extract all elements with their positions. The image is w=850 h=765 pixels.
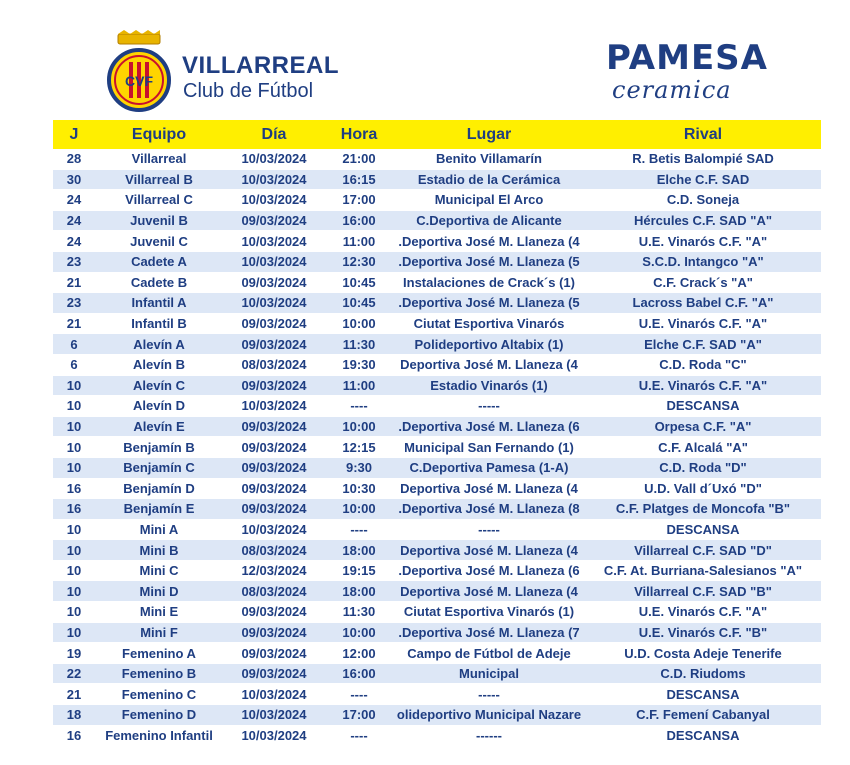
cell-lugar: Benito Villamarín	[393, 149, 585, 169]
cell-equipo: Mini E	[95, 602, 223, 623]
cell-hora: 11:30	[325, 602, 393, 623]
cell-lugar: Deportiva José M. Llaneza (4	[393, 540, 585, 561]
cell-rival: C.D. Soneja	[585, 190, 821, 211]
cell-equipo: Villarreal	[95, 149, 223, 169]
table-row	[53, 602, 821, 623]
sponsor-subtitle: ceramica	[612, 76, 732, 104]
cell-lugar: .Deportiva José M. Llaneza (7	[393, 622, 585, 643]
table-row	[53, 169, 821, 190]
cell-rival: C.D. Roda "D"	[585, 457, 821, 478]
cell-j: 21	[53, 313, 95, 334]
cell-dia: 10/03/2024	[223, 725, 325, 746]
cell-hora: 11:00	[325, 231, 393, 252]
cell-j: 10	[53, 560, 95, 581]
cell-dia: 09/03/2024	[223, 478, 325, 499]
cell-j: 10	[53, 396, 95, 417]
club-name: VILLARREAL	[182, 52, 339, 79]
cell-lugar: Deportiva José M. Llaneza (4	[393, 478, 585, 499]
cell-rival: U.E. Vinarós C.F. "A"	[585, 231, 821, 252]
cell-hora: 16:15	[325, 169, 393, 190]
table-row	[53, 519, 821, 540]
cell-equipo: Benjamín D	[95, 478, 223, 499]
cell-equipo: Alevín E	[95, 416, 223, 437]
cell-equipo: Mini D	[95, 581, 223, 602]
table-row	[53, 540, 821, 561]
header-lugar: Lugar	[393, 120, 585, 149]
table-row	[53, 643, 821, 664]
cell-equipo: Juvenil B	[95, 210, 223, 231]
cell-rival: C.F. Alcalá "A"	[585, 437, 821, 458]
cell-hora: 10:00	[325, 499, 393, 520]
cell-rival: S.C.D. Intangco "A"	[585, 251, 821, 272]
table-row	[53, 149, 821, 169]
cell-hora: 11:00	[325, 375, 393, 396]
table-header-row	[53, 120, 821, 149]
cell-j: 19	[53, 643, 95, 664]
cell-hora: 10:00	[325, 313, 393, 334]
table-row	[53, 478, 821, 499]
cell-lugar: olideportivo Municipal Nazare	[393, 705, 585, 726]
cell-hora: 11:30	[325, 334, 393, 355]
cell-rival: Hércules C.F. SAD "A"	[585, 210, 821, 231]
table-row	[53, 375, 821, 396]
cell-equipo: Alevín B	[95, 354, 223, 375]
cell-equipo: Infantil B	[95, 313, 223, 334]
cell-j: 21	[53, 684, 95, 705]
cell-hora: ----	[325, 519, 393, 540]
cell-j: 10	[53, 519, 95, 540]
cell-dia: 09/03/2024	[223, 437, 325, 458]
cell-hora: 12:15	[325, 437, 393, 458]
cell-rival: Elche C.F. SAD	[585, 169, 821, 190]
cell-j: 22	[53, 663, 95, 684]
cell-rival: R. Betis Balompié SAD	[585, 149, 821, 169]
cell-lugar: -----	[393, 684, 585, 705]
cell-j: 10	[53, 416, 95, 437]
cell-j: 10	[53, 457, 95, 478]
header	[0, 0, 850, 118]
crest-letters: CVF	[125, 73, 153, 89]
cell-rival: Villarreal C.F. SAD "B"	[585, 581, 821, 602]
cell-j: 10	[53, 375, 95, 396]
table-row	[53, 231, 821, 252]
cell-hora: 19:15	[325, 560, 393, 581]
cell-equipo: Benjamín E	[95, 499, 223, 520]
table-row	[53, 499, 821, 520]
cell-hora: 12:30	[325, 251, 393, 272]
cell-dia: 08/03/2024	[223, 540, 325, 561]
cell-j: 6	[53, 354, 95, 375]
cell-dia: 09/03/2024	[223, 334, 325, 355]
table-row	[53, 705, 821, 726]
cell-equipo: Alevín D	[95, 396, 223, 417]
cell-rival: U.E. Vinarós C.F. "A"	[585, 375, 821, 396]
cell-j: 16	[53, 499, 95, 520]
header-equipo: Equipo	[95, 120, 223, 149]
cell-rival: C.F. Platges de Moncofa "B"	[585, 499, 821, 520]
cell-dia: 10/03/2024	[223, 190, 325, 211]
cell-rival: Elche C.F. SAD "A"	[585, 334, 821, 355]
cell-dia: 10/03/2024	[223, 705, 325, 726]
cell-dia: 09/03/2024	[223, 643, 325, 664]
cell-rival: DESCANSA	[585, 519, 821, 540]
table-row	[53, 416, 821, 437]
cell-lugar: Instalaciones de Crack´s (1)	[393, 272, 585, 293]
table-row	[53, 251, 821, 272]
cell-equipo: Villarreal C	[95, 190, 223, 211]
cell-lugar: Municipal San Fernando (1)	[393, 437, 585, 458]
cell-j: 10	[53, 602, 95, 623]
table-row	[53, 437, 821, 458]
cell-rival: U.E. Vinarós C.F. "A"	[585, 602, 821, 623]
cell-lugar: .Deportiva José M. Llaneza (5	[393, 293, 585, 314]
cell-lugar: C.Deportiva de Alicante	[393, 210, 585, 231]
table-row	[53, 293, 821, 314]
table-body	[53, 149, 821, 746]
cell-lugar: Polideportivo Altabix (1)	[393, 334, 585, 355]
cell-hora: 12:00	[325, 643, 393, 664]
cell-dia: 09/03/2024	[223, 375, 325, 396]
cell-lugar: Ciutat Esportiva Vinarós	[393, 313, 585, 334]
cell-hora: 17:00	[325, 190, 393, 211]
header-j: J	[53, 120, 95, 149]
table-row	[53, 622, 821, 643]
cell-lugar: Deportiva José M. Llaneza (4	[393, 581, 585, 602]
cell-j: 6	[53, 334, 95, 355]
cell-j: 23	[53, 251, 95, 272]
cell-lugar: Municipal	[393, 663, 585, 684]
cell-hora: 10:00	[325, 622, 393, 643]
cell-hora: 17:00	[325, 705, 393, 726]
cell-lugar: .Deportiva José M. Llaneza (8	[393, 499, 585, 520]
cell-j: 16	[53, 725, 95, 746]
cell-rival: C.F. Femení Cabanyal	[585, 705, 821, 726]
cell-equipo: Juvenil C	[95, 231, 223, 252]
table-row	[53, 725, 821, 746]
cell-equipo: Femenino D	[95, 705, 223, 726]
cell-rival: U.D. Costa Adeje Tenerife	[585, 643, 821, 664]
cell-dia: 09/03/2024	[223, 313, 325, 334]
cell-j: 24	[53, 190, 95, 211]
cell-dia: 09/03/2024	[223, 663, 325, 684]
cell-dia: 08/03/2024	[223, 354, 325, 375]
cell-lugar: .Deportiva José M. Llaneza (5	[393, 251, 585, 272]
cell-j: 23	[53, 293, 95, 314]
cell-lugar: C.Deportiva Pamesa (1-A)	[393, 457, 585, 478]
cell-hora: ----	[325, 396, 393, 417]
cell-rival: Orpesa C.F. "A"	[585, 416, 821, 437]
cell-hora: 10:30	[325, 478, 393, 499]
cell-j: 24	[53, 231, 95, 252]
cell-hora: ----	[325, 684, 393, 705]
cell-dia: 10/03/2024	[223, 519, 325, 540]
cell-j: 18	[53, 705, 95, 726]
table-row	[53, 354, 821, 375]
cell-dia: 09/03/2024	[223, 602, 325, 623]
cell-equipo: Femenino A	[95, 643, 223, 664]
cell-lugar: .Deportiva José M. Llaneza (6	[393, 560, 585, 581]
cell-equipo: Femenino Infantil	[95, 725, 223, 746]
cell-j: 28	[53, 149, 95, 169]
cell-hora: 18:00	[325, 540, 393, 561]
cell-rival: U.D. Vall d´Uxó "D"	[585, 478, 821, 499]
cell-hora: 18:00	[325, 581, 393, 602]
cell-hora: 10:00	[325, 416, 393, 437]
cell-lugar: Deportiva José M. Llaneza (4	[393, 354, 585, 375]
cell-hora: 19:30	[325, 354, 393, 375]
cell-rival: DESCANSA	[585, 684, 821, 705]
cell-hora: 21:00	[325, 149, 393, 169]
cell-hora: 16:00	[325, 210, 393, 231]
cell-dia: 09/03/2024	[223, 210, 325, 231]
cell-lugar: .Deportiva José M. Llaneza (4	[393, 231, 585, 252]
table-row	[53, 581, 821, 602]
cell-dia: 09/03/2024	[223, 457, 325, 478]
cell-j: 16	[53, 478, 95, 499]
cell-rival: C.F. Crack´s "A"	[585, 272, 821, 293]
club-subtitle: Club de Fútbol	[183, 80, 314, 102]
cell-hora: 9:30	[325, 457, 393, 478]
table-row	[53, 663, 821, 684]
cell-equipo: Alevín C	[95, 375, 223, 396]
cell-lugar: -----	[393, 519, 585, 540]
cell-j: 24	[53, 210, 95, 231]
cell-hora: 16:00	[325, 663, 393, 684]
table-row	[53, 684, 821, 705]
cell-rival: DESCANSA	[585, 725, 821, 746]
cell-dia: 09/03/2024	[223, 272, 325, 293]
cell-equipo: Femenino C	[95, 684, 223, 705]
cell-j: 10	[53, 540, 95, 561]
cell-dia: 10/03/2024	[223, 149, 325, 169]
table-row	[53, 457, 821, 478]
table-row	[53, 560, 821, 581]
header-dia: Día	[223, 120, 325, 149]
cell-rival: C.D. Roda "C"	[585, 354, 821, 375]
cell-rival: Lacross Babel C.F. "A"	[585, 293, 821, 314]
cell-hora: ----	[325, 725, 393, 746]
cell-hora: 10:45	[325, 272, 393, 293]
table-row	[53, 272, 821, 293]
header-rival: Rival	[585, 120, 821, 149]
villarreal-crest-icon	[104, 30, 174, 112]
cell-dia: 08/03/2024	[223, 581, 325, 602]
cell-equipo: Mini C	[95, 560, 223, 581]
cell-rival: C.D. Riudoms	[585, 663, 821, 684]
cell-dia: 10/03/2024	[223, 251, 325, 272]
cell-equipo: Mini F	[95, 622, 223, 643]
cell-rival: DESCANSA	[585, 396, 821, 417]
cell-equipo: Cadete A	[95, 251, 223, 272]
fixtures-table	[53, 120, 821, 746]
cell-j: 10	[53, 437, 95, 458]
cell-dia: 10/03/2024	[223, 293, 325, 314]
table-row	[53, 190, 821, 211]
cell-equipo: Benjamín B	[95, 437, 223, 458]
cell-j: 30	[53, 169, 95, 190]
cell-equipo: Alevín A	[95, 334, 223, 355]
cell-hora: 10:45	[325, 293, 393, 314]
cell-j: 21	[53, 272, 95, 293]
cell-dia: 12/03/2024	[223, 560, 325, 581]
cell-lugar: -----	[393, 396, 585, 417]
cell-dia: 10/03/2024	[223, 396, 325, 417]
cell-lugar: Campo de Fútbol de Adeje	[393, 643, 585, 664]
cell-j: 10	[53, 622, 95, 643]
table-row	[53, 210, 821, 231]
cell-equipo: Villarreal B	[95, 169, 223, 190]
header-hora: Hora	[325, 120, 393, 149]
cell-rival: U.E. Vinarós C.F. "B"	[585, 622, 821, 643]
cell-equipo: Mini B	[95, 540, 223, 561]
cell-j: 10	[53, 581, 95, 602]
cell-dia: 09/03/2024	[223, 622, 325, 643]
cell-equipo: Femenino B	[95, 663, 223, 684]
cell-dia: 10/03/2024	[223, 231, 325, 252]
cell-dia: 10/03/2024	[223, 169, 325, 190]
cell-rival: U.E. Vinarós C.F. "A"	[585, 313, 821, 334]
cell-equipo: Cadete B	[95, 272, 223, 293]
cell-equipo: Benjamín C	[95, 457, 223, 478]
cell-dia: 10/03/2024	[223, 684, 325, 705]
cell-lugar: .Deportiva José M. Llaneza (6	[393, 416, 585, 437]
cell-dia: 09/03/2024	[223, 416, 325, 437]
sponsor-logo: PAMESA	[606, 38, 768, 78]
cell-rival: Villarreal C.F. SAD "D"	[585, 540, 821, 561]
table-row	[53, 313, 821, 334]
cell-lugar: Estadio de la Cerámica	[393, 169, 585, 190]
cell-dia: 09/03/2024	[223, 499, 325, 520]
cell-lugar: Ciutat Esportiva Vinarós (1)	[393, 602, 585, 623]
cell-rival: C.F. At. Burriana-Salesianos "A"	[585, 560, 821, 581]
cell-lugar: Estadio Vinarós (1)	[393, 375, 585, 396]
cell-lugar: Municipal El Arco	[393, 190, 585, 211]
table-row	[53, 334, 821, 355]
cell-equipo: Infantil A	[95, 293, 223, 314]
cell-lugar: ------	[393, 725, 585, 746]
table-row	[53, 396, 821, 417]
cell-equipo: Mini A	[95, 519, 223, 540]
